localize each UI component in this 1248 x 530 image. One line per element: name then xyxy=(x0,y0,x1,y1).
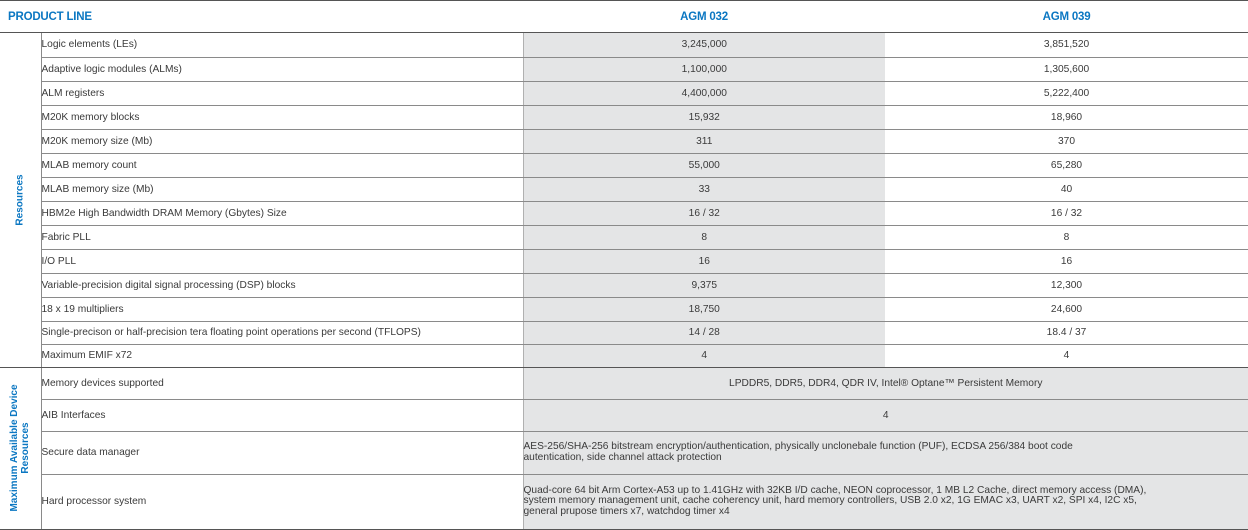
agm032-value: 33 xyxy=(523,177,885,201)
header-agm-032: AGM 032 xyxy=(680,11,728,23)
agm039-value: 18,960 xyxy=(885,105,1248,129)
agm032-value: 8 xyxy=(523,225,885,249)
value-line: AES-256/SHA-256 bitstream encryption/authentication, physically unclonebale function (PUF), ECDSA 256/384 boot code xyxy=(523,441,1073,452)
table-row xyxy=(0,153,1248,177)
agm032-value: 9,375 xyxy=(523,273,885,297)
table-row xyxy=(0,57,1248,81)
row-label: Secure data manager xyxy=(41,431,523,474)
agm039-value: 370 xyxy=(885,129,1248,153)
section-max-available-device-resources xyxy=(0,367,41,529)
agm032-value: 1,100,000 xyxy=(523,57,885,81)
agm032-value: 311 xyxy=(523,129,885,153)
table-header xyxy=(0,0,1248,33)
row-label: M20K memory size (Mb) xyxy=(41,129,523,153)
agm039-value: 18.4 / 37 xyxy=(885,321,1248,344)
section-label-max-available xyxy=(9,384,31,511)
value-line: general prupose timers x7, watchdog timer x4 xyxy=(523,505,730,517)
table-row xyxy=(0,33,1248,57)
table-row xyxy=(0,297,1248,321)
table-row xyxy=(0,249,1248,273)
section-label-line-1: Maximum Available Device xyxy=(9,384,21,512)
section-label-resources: Resources xyxy=(14,174,26,226)
row-label: MLAB memory size (Mb) xyxy=(41,177,523,201)
table-row xyxy=(0,177,1248,201)
table-row xyxy=(0,201,1248,225)
table-row xyxy=(0,129,1248,153)
agm039-value: 1,305,600 xyxy=(885,57,1248,81)
row-label: Adaptive logic modules (ALMs) xyxy=(41,57,523,81)
spec-table xyxy=(0,33,1248,530)
table-row xyxy=(0,367,1248,399)
table-row xyxy=(0,273,1248,297)
row-label: HBM2e High Bandwidth DRAM Memory (Gbytes) Size xyxy=(41,201,523,225)
table-row xyxy=(0,344,1248,367)
row-label: Hard processor system xyxy=(41,474,523,529)
agm039-value: 3,851,520 xyxy=(885,33,1248,57)
row-label: MLAB memory count xyxy=(41,153,523,177)
agm032-value: 4,400,000 xyxy=(523,81,885,105)
agm039-value: 40 xyxy=(885,177,1248,201)
section-resources xyxy=(0,33,41,367)
row-label: Memory devices supported xyxy=(41,367,523,399)
header-product-line: PRODUCT LINE xyxy=(8,11,92,23)
row-label: Fabric PLL xyxy=(41,225,523,249)
agm032-value: 16 xyxy=(523,249,885,273)
agm039-value: 16 / 32 xyxy=(885,201,1248,225)
shared-value: 4 xyxy=(523,399,1248,431)
agm039-value: 12,300 xyxy=(885,273,1248,297)
agm032-value: 55,000 xyxy=(523,153,885,177)
agm032-value: 14 / 28 xyxy=(523,321,885,344)
table-row xyxy=(0,399,1248,431)
agm032-value: 15,932 xyxy=(523,105,885,129)
row-label: Single-precison or half-precision tera floating point operations per second (TFLOPS) xyxy=(41,321,523,344)
header-agm-039: AGM 039 xyxy=(1042,11,1091,23)
table-row xyxy=(0,321,1248,344)
table-row xyxy=(0,431,1248,474)
row-label: Maximum EMIF x72 xyxy=(41,344,523,367)
row-label: Logic elements (LEs) xyxy=(41,33,523,57)
section-label-line-2: Resources xyxy=(20,422,32,474)
shared-value-multiline xyxy=(523,474,1248,529)
agm039-value: 8 xyxy=(885,225,1248,249)
agm032-value: 4 xyxy=(523,344,885,367)
shared-value: LPDDR5, DDR5, DDR4, QDR IV, Intel® Optane™ Persistent Memory xyxy=(523,367,1248,399)
agm032-value: 3,245,000 xyxy=(523,33,885,57)
row-label: Variable-precision digital signal processing (DSP) blocks xyxy=(41,273,523,297)
row-label: M20K memory blocks xyxy=(41,105,523,129)
agm039-value: 24,600 xyxy=(885,297,1248,321)
value-line: autentication, side channel attack protection xyxy=(523,451,722,463)
table-row xyxy=(0,474,1248,529)
row-label: 18 x 19 multipliers xyxy=(41,297,523,321)
table-row xyxy=(0,81,1248,105)
agm039-value: 5,222,400 xyxy=(885,81,1248,105)
agm039-value: 65,280 xyxy=(885,153,1248,177)
value-line: system memory management unit, cache coherency unit, hard memory controllers, USB 2.0 x2, 1G EMAC x3, UART x2, SPI x4, I2C x5, xyxy=(523,495,1137,507)
table-row xyxy=(0,225,1248,249)
agm039-value: 16 xyxy=(885,249,1248,273)
row-label: ALM registers xyxy=(41,81,523,105)
agm032-value: 16 / 32 xyxy=(523,201,885,225)
row-label: I/O PLL xyxy=(41,249,523,273)
shared-value-multiline xyxy=(523,431,1248,474)
agm039-value: 4 xyxy=(885,344,1248,367)
row-label: AIB Interfaces xyxy=(41,399,523,431)
table-row xyxy=(0,105,1248,129)
agm032-value: 18,750 xyxy=(523,297,885,321)
value-line: Quad-core 64 bit Arm Cortex-A53 up to 1.41GHz with 32KB I/D cache, NEON coprocessor, 1 MB L2 Cache, direct memory access (DMA), xyxy=(523,484,1147,496)
